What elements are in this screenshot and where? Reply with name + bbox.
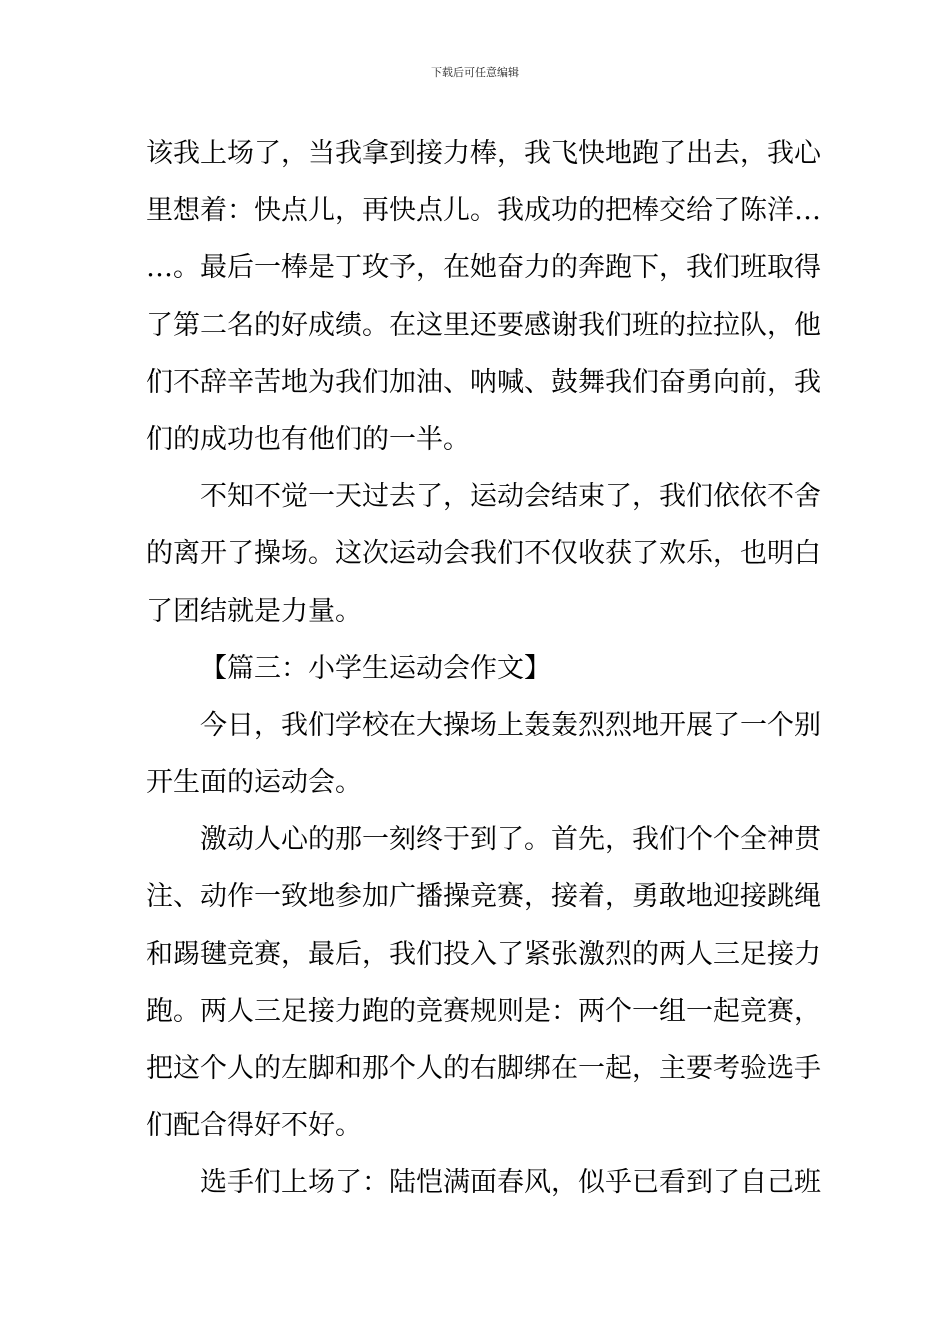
text-line: 注、动作一致地参加广播操竞赛，接着，勇敢地迎接跳绳 — [146, 881, 821, 913]
paragraph-start-line: 今日，我们学校在大操场上轰轰烈烈地开展了一个别 — [200, 709, 821, 741]
text-line: 们不辞辛苦地为我们加油、呐喊、鼓舞我们奋勇向前，我 — [146, 366, 821, 398]
text-line: 该我上场了，当我拿到接力棒，我飞快地跑了出去，我心 — [146, 138, 821, 169]
paragraph-start-line: 选手们上场了：陆恺满面春风，似乎已看到了自己班 — [200, 1167, 821, 1199]
paragraph-start-line: 不知不觉一天过去了，运动会结束了，我们依依不舍 — [200, 481, 821, 513]
text-line: 了团结就是力量。 — [146, 595, 362, 627]
page-header: 下载后可任意编辑 — [431, 66, 519, 79]
text-line: 开生面的运动会。 — [146, 767, 362, 799]
text-line: 和踢毽竞赛，最后，我们投入了紧张激烈的两人三足接力 — [146, 938, 821, 970]
text-line: 跑。两人三足接力跑的竞赛规则是：两个一组一起竞赛， — [146, 995, 821, 1027]
text-line: 们配合得好不好。 — [146, 1110, 362, 1142]
text-line: 们的成功也有他们的一半。 — [146, 423, 470, 455]
text-line: 的离开了操场。这次运动会我们不仅收获了欢乐，也明白 — [146, 538, 821, 570]
text-line: …。最后一棒是丁玫予，在她奋力的奔跑下，我们班取得 — [146, 252, 821, 284]
text-line: 了第二名的好成绩。在这里还要感谢我们班的拉拉队，他 — [146, 309, 821, 341]
text-line: 把这个人的左脚和那个人的右脚绑在一起，主要考验选手 — [146, 1053, 821, 1084]
text-line: 里想着：快点儿，再快点儿。我成功的把棒交给了陈洋… — [146, 195, 821, 227]
document-body — [146, 125, 821, 1212]
paragraph-start-line: 【篇三：小学生运动会作文】 — [200, 652, 551, 684]
paragraph-start-line: 激动人心的那一刻终于到了。首先，我们个个全神贯 — [200, 824, 821, 856]
